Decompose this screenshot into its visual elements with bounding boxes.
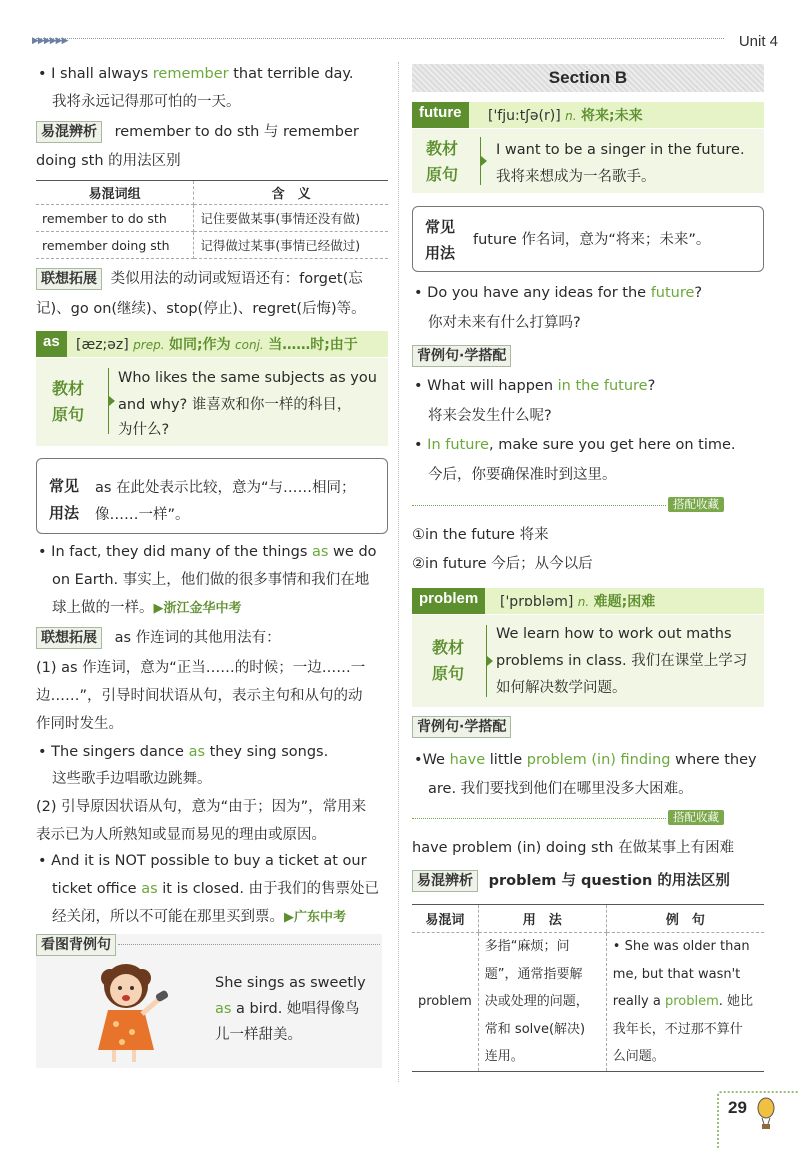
example-ticket: • And it is NOT possible to buy a ticket at our bbox=[38, 853, 367, 869]
header-divider bbox=[36, 38, 724, 46]
problem-source-box: 教材 原句 We learn how to work out maths problems in class. 我们在课堂上学习 如何解决数学问题。 bbox=[412, 615, 764, 707]
confuse-remember-line2: doing sth 的用法区别 bbox=[36, 153, 181, 169]
table-row: remember to do sth 记住要做某事(事情还没有做) bbox=[36, 205, 388, 232]
example-singers: • The singers dance as they sing songs. bbox=[38, 744, 329, 760]
assoc-forget-line2: 记)、go on(继续)、stop(停止)、regret(后悔)等。 bbox=[36, 301, 366, 317]
section-title: Section B bbox=[412, 64, 764, 92]
recite-tag: 背例句·学搭配 bbox=[412, 345, 511, 367]
page-number: 29 bbox=[728, 1098, 747, 1117]
page-corner-decoration bbox=[712, 1088, 798, 1150]
table-row: remember doing sth 记得做过某事(事情已经做过) bbox=[36, 232, 388, 259]
word-future-header: future ['fju:tʃə(r)] n. 将来;未来 bbox=[412, 102, 764, 128]
future-usage-box: 常见 用法 future 作名词，意为“将来；未来”。 bbox=[412, 206, 764, 272]
column-divider bbox=[398, 62, 399, 1082]
example-ideas: • Do you have any ideas for the future? bbox=[414, 285, 703, 301]
header-arrows: ▶▶▶▶▶▶ bbox=[32, 36, 68, 46]
exam-source: ▶浙江金华中考 bbox=[153, 601, 242, 616]
example-remember-cn: 我将永远记得那可怕的一天。 bbox=[52, 94, 241, 110]
exam-source: ▶广东中考 bbox=[284, 910, 346, 925]
problem-table: 易混词 用 法 例 句 problem 多指“麻烦；问 题”，通常指要解 决或处理的问题， 常和 solve(解决) 连用。 • She was older than me, but that wasn't really a problem. 她比 我年长，不过那不算什 么问题。 bbox=[412, 904, 764, 1072]
example-in-future: • In future, make sure you get here on time. bbox=[414, 437, 736, 453]
confuse-problem: 易混辨析 problem 与 question 的用法区别 bbox=[412, 870, 730, 892]
word-as: as bbox=[36, 331, 67, 357]
example-happen: • What will happen in the future? bbox=[414, 378, 656, 394]
as-usage-box: 常见 用法 as 在此处表示比较，意为“与……相同； 像……一样”。 bbox=[36, 458, 388, 534]
table-row: problem 多指“麻烦；问 题”，通常指要解 决或处理的问题， 常和 solve(解决) 连用。 • She was older than me, but that wasn't really a problem. 她比 我年长，不过那不算什 么问题。 bbox=[412, 933, 764, 1072]
collect-badge: 搭配收藏 bbox=[668, 497, 724, 512]
word-problem: problem bbox=[412, 588, 485, 614]
example-remember: • I shall always remember that terrible day. bbox=[38, 66, 354, 82]
confuse-tag: 易混辨析 bbox=[412, 870, 478, 892]
recite-tag: 背例句·学搭配 bbox=[412, 716, 511, 738]
remember-table: 易混词组 含 义 remember to do sth 记住要做某事(事情还没有做) remember doing sth 记得做过某事(事情已经做过) bbox=[36, 180, 388, 259]
example-in-fact: • In fact, they did many of the things as we do bbox=[38, 544, 377, 560]
as-source-box: 教材 原句 Who likes the same subjects as you and why? 谁喜欢和你一样的科目， 为什么? bbox=[36, 358, 388, 446]
singing-girl-illustration bbox=[82, 958, 192, 1064]
word-problem-header: problem ['prɒbləm] n. 难题;困难 bbox=[412, 588, 764, 614]
example-problem: •We have little problem (in) finding where they bbox=[414, 752, 757, 768]
assoc-forget: 联想拓展 类似用法的动词或短语还有：forget(忘 bbox=[36, 268, 363, 290]
unit-label: Unit 4 bbox=[738, 33, 778, 50]
assoc-as: 联想拓展 as 作连词的其他用法有： bbox=[36, 627, 281, 649]
confuse-remember: 易混辨析 remember to do sth 与 remember bbox=[36, 121, 359, 143]
collect-badge: 搭配收藏 bbox=[668, 810, 724, 825]
assoc-tag: 联想拓展 bbox=[36, 627, 102, 649]
word-as-header: as [æz;əz] prep. 如同;作为 conj. 当……时;由于 bbox=[36, 331, 388, 357]
word-future: future bbox=[412, 102, 469, 128]
future-source-box: 教材 原句 I want to be a singer in the future. 我将来想成为一名歌手。 bbox=[412, 129, 764, 193]
picture-example-title: 看图背例句 bbox=[36, 934, 116, 956]
assoc-tag: 联想拓展 bbox=[36, 268, 102, 290]
confuse-tag: 易混辨析 bbox=[36, 121, 102, 143]
